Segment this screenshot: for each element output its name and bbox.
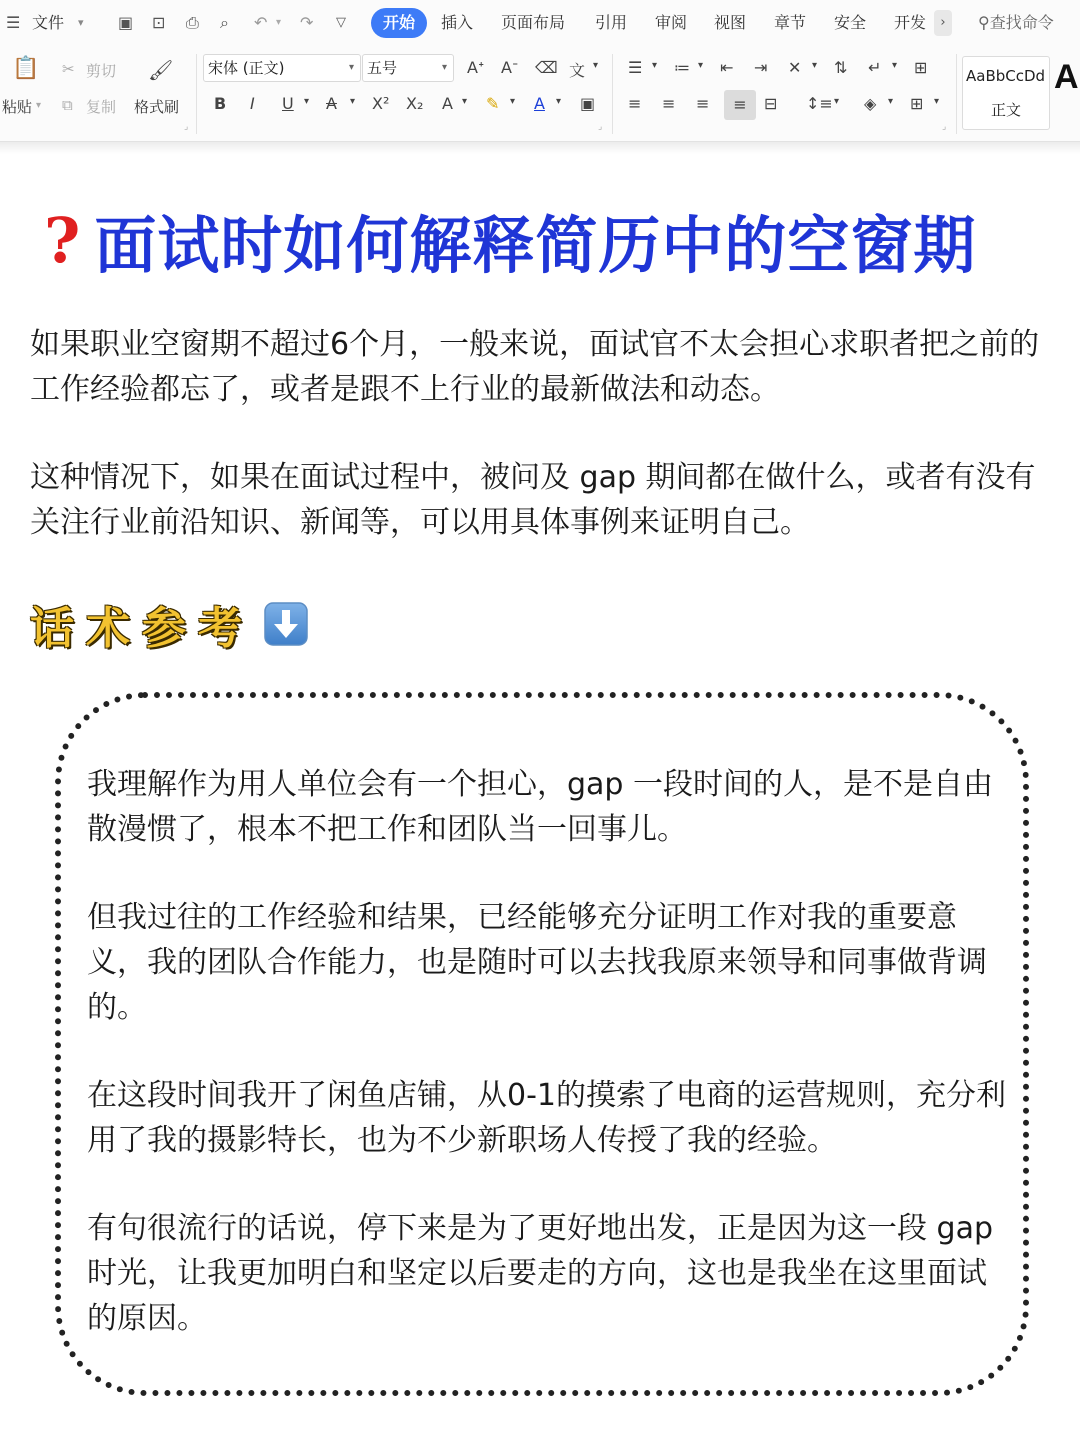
hamburger-menu-icon[interactable]: ☰: [6, 13, 21, 32]
subscript-icon[interactable]: X₂: [406, 94, 424, 113]
chevron-down-icon[interactable]: ▾: [593, 60, 599, 71]
font-size-value: 五号: [367, 59, 398, 77]
format-painter-icon[interactable]: 🖌: [148, 58, 174, 82]
superscript-icon[interactable]: X²: [372, 94, 390, 113]
paste-button[interactable]: 粘贴: [2, 98, 33, 116]
divider: [956, 54, 957, 134]
file-menu[interactable]: 文件: [32, 13, 65, 32]
customize-toolbar-icon[interactable]: ▽: [336, 15, 346, 30]
subheading: [30, 592, 309, 654]
tab-references[interactable]: 引用: [595, 13, 628, 32]
redo-icon[interactable]: ↷: [300, 13, 314, 32]
copy-icon[interactable]: ⧉: [62, 96, 73, 114]
numbered-list-icon[interactable]: ≔: [674, 58, 690, 77]
style-normal[interactable]: [962, 56, 1050, 130]
align-right-icon[interactable]: ≡: [696, 94, 710, 113]
highlight-icon[interactable]: ✎: [486, 94, 500, 113]
increase-indent-icon[interactable]: ⇥: [754, 58, 768, 77]
italic-icon[interactable]: I: [250, 94, 255, 113]
character-border-icon[interactable]: ▣: [580, 94, 596, 113]
font-name-select[interactable]: [203, 54, 361, 82]
paste-icon[interactable]: 📋: [12, 56, 40, 81]
chevron-down-icon[interactable]: ▾: [350, 96, 356, 107]
font-name-value: 宋体 (正文): [208, 59, 285, 77]
menu-bar: [0, 0, 1080, 46]
chevron-down-icon[interactable]: ▾: [78, 16, 84, 29]
distributed-align-icon[interactable]: ⊟: [764, 94, 778, 113]
clipboard-expand-icon[interactable]: ⌟: [184, 122, 189, 132]
chevron-down-icon[interactable]: ▾: [304, 96, 310, 107]
tab-security[interactable]: 安全: [834, 13, 867, 32]
paragraph-expand-icon[interactable]: ⌟: [942, 122, 947, 132]
underline-icon[interactable]: U: [282, 94, 294, 113]
subheading-text: 话术参考: [30, 603, 254, 654]
bold-icon[interactable]: B: [214, 94, 227, 113]
tab-view[interactable]: 视图: [714, 13, 747, 32]
print-icon[interactable]: ⎙: [186, 13, 199, 32]
paste-dropdown-icon[interactable]: ▾: [36, 100, 42, 111]
divider: [612, 54, 613, 134]
search-icon: ⚲: [978, 13, 990, 32]
line-spacing-icon[interactable]: ↕≡: [806, 94, 833, 113]
chevron-down-icon[interactable]: ▾: [510, 96, 516, 107]
format-painter-button[interactable]: 格式刷: [134, 98, 180, 116]
chevron-right-icon[interactable]: ›: [934, 10, 952, 36]
align-center-icon[interactable]: ≡: [662, 94, 676, 113]
chevron-down-icon[interactable]: ▾: [698, 60, 704, 71]
chevron-down-icon[interactable]: ▾: [462, 96, 468, 107]
bullet-list-icon[interactable]: ☰: [628, 58, 643, 77]
style-heading-preview[interactable]: A: [1054, 58, 1079, 96]
ribbon-shadow: [0, 142, 1080, 154]
tab-developer[interactable]: 开发: [894, 13, 927, 32]
chevron-down-icon: ▾: [348, 62, 354, 73]
save-icon[interactable]: ▣: [118, 13, 134, 32]
font-expand-icon[interactable]: ⌟: [598, 122, 603, 132]
cut-button[interactable]: 剪切: [86, 62, 117, 80]
title-text: 面试时如何解释简历中的空窗期: [94, 209, 977, 282]
tab-review[interactable]: 审阅: [655, 13, 688, 32]
tab-page-layout[interactable]: 页面布局: [501, 13, 566, 32]
shading-icon[interactable]: ◈: [864, 94, 877, 113]
undo-icon[interactable]: ↶: [254, 13, 268, 32]
chevron-down-icon[interactable]: ▾: [812, 60, 818, 71]
show-marks-icon[interactable]: ↵: [868, 58, 882, 77]
phonetic-guide-icon[interactable]: 文: [569, 61, 586, 80]
intro-paragraph-2: 这种情况下，如果在面试过程中，被问及 gap 期间都在做什么，或者有没有关注行业前沿知识、新闻等，可以用具体事例来证明自己。: [30, 460, 1036, 540]
increase-font-size-icon[interactable]: Aᐩ: [467, 58, 485, 77]
chevron-down-icon[interactable]: ▾: [556, 96, 562, 107]
divider: [196, 54, 197, 134]
chinese-layout-icon[interactable]: ✕: [788, 58, 802, 77]
tab-home[interactable]: 开始: [371, 8, 427, 38]
export-icon[interactable]: ⊡: [152, 13, 166, 32]
chevron-down-icon[interactable]: ▾: [892, 60, 898, 71]
decrease-indent-icon[interactable]: ⇤: [720, 58, 734, 77]
ribbon-toolbar: [0, 46, 1080, 142]
intro-paragraph-1: 如果职业空窗期不超过6个月，一般来说，面试官不太会担心求职者把之前的工作经验都忘了，或者是跟不上行业的最新做法和动态。: [30, 327, 1040, 407]
justify-icon[interactable]: ≡: [724, 90, 756, 120]
style-name: 正文: [990, 101, 1021, 119]
font-size-select[interactable]: [362, 54, 454, 82]
chevron-down-icon[interactable]: ▾: [652, 60, 658, 71]
style-sample: AaBbCcDd: [966, 67, 1046, 85]
print-preview-icon[interactable]: ⌕: [220, 13, 229, 32]
down-arrow-icon: [263, 601, 309, 647]
chevron-down-icon[interactable]: ▾: [934, 96, 940, 107]
copy-button[interactable]: 复制: [86, 98, 117, 116]
undo-dropdown-icon[interactable]: ▾: [276, 17, 282, 28]
tab-insert[interactable]: 插入: [441, 13, 474, 32]
chevron-down-icon[interactable]: ▾: [888, 96, 894, 107]
font-color-icon[interactable]: A: [534, 94, 545, 113]
question-mark-icon: ?: [44, 204, 81, 277]
text-effects-icon[interactable]: A: [442, 94, 453, 113]
reference-paragraph-1: 我理解作为用人单位会有一个担心，gap 一段时间的人，是不是自由散漫惯了，根本不把工作和团队当一回事儿。: [87, 767, 994, 847]
search-command-label: 查找命令: [989, 13, 1054, 32]
strikethrough-icon[interactable]: A: [326, 94, 337, 113]
page-title: [44, 196, 1054, 282]
cut-icon[interactable]: ✂: [62, 60, 75, 78]
chevron-down-icon: ▾: [441, 62, 447, 73]
reference-paragraph-4: 有句很流行的话说，停下来是为了更好地出发，正是因为这一段 gap 时光，让我更加明白和坚定以后要走的方向，这也是我坐在这里面试的原因。: [87, 1211, 994, 1336]
reference-paragraph-3: 在这段时间我开了闲鱼店铺，从0-1的摸索了电商的运营规则，充分利用了我的摄影特长，也为不少新职场人传授了我的经验。: [87, 1078, 1006, 1158]
align-left-icon[interactable]: ≡: [628, 94, 642, 113]
tab-chapter[interactable]: 章节: [774, 13, 807, 32]
sort-icon[interactable]: ⇅: [834, 58, 848, 77]
search-command[interactable]: [978, 8, 1054, 38]
ruler-icon[interactable]: ⊞: [914, 58, 928, 77]
borders-icon[interactable]: ⊞: [910, 94, 924, 113]
decrease-font-size-icon[interactable]: Aᐨ: [501, 58, 519, 77]
reference-paragraph-2: 但我过往的工作经验和结果，已经能够充分证明工作对我的重要意义，我的团队合作能力，也是随时可以去找我原来领导和同事做背调的。: [87, 900, 987, 1025]
chevron-down-icon[interactable]: ▾: [834, 96, 840, 107]
clear-formatting-icon[interactable]: ⌫: [535, 58, 558, 77]
